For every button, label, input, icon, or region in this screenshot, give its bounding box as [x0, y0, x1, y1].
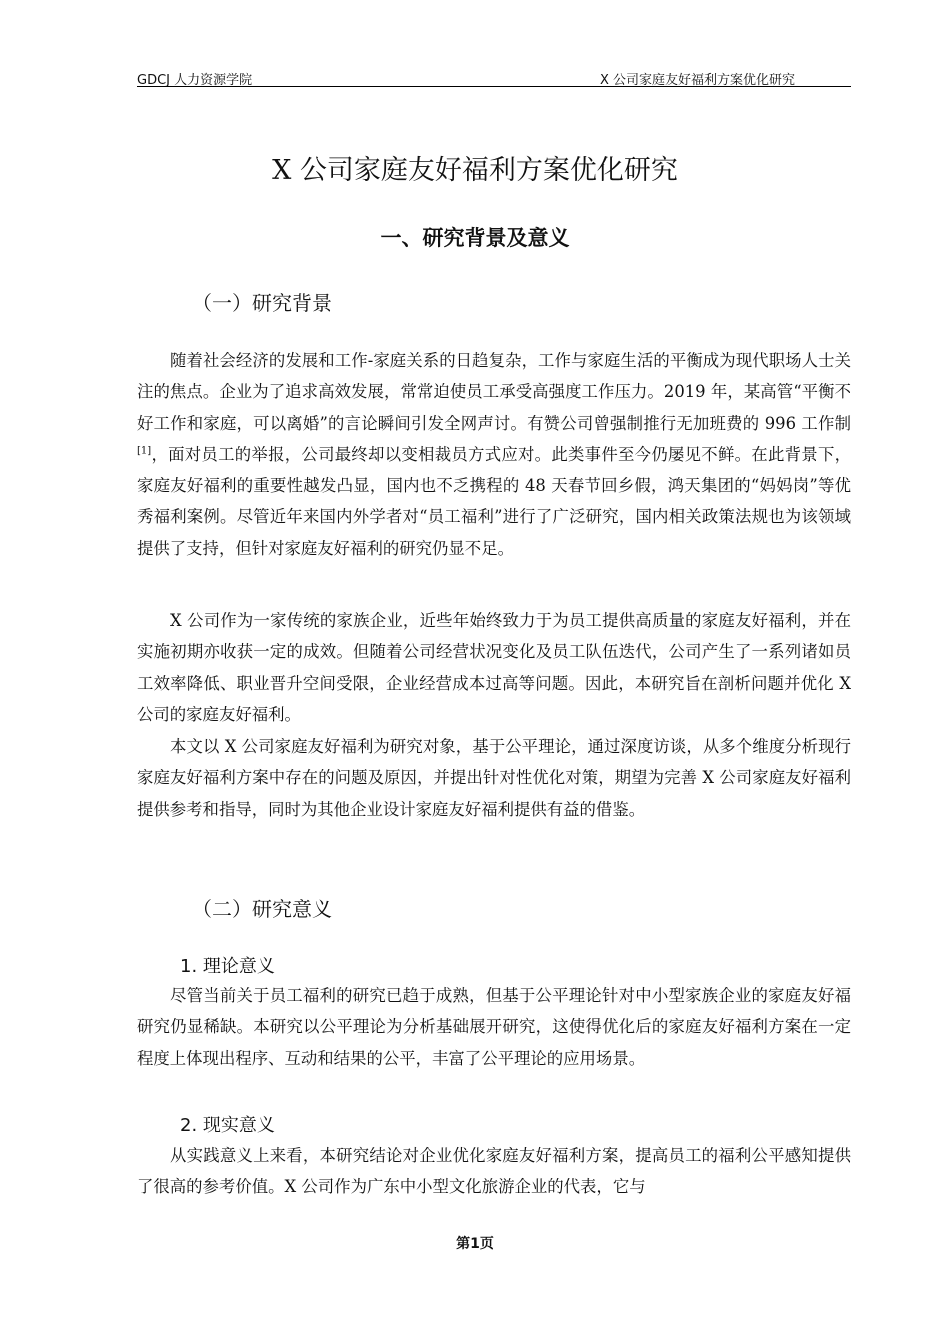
subsection-heading-background: （一）研究背景 [192, 291, 332, 315]
section-heading-background-significance: 一、研究背景及意义 [380, 226, 570, 250]
paragraph-practical-significance: 从实践意义上来看，本研究结论对企业优化家庭友好福利方案，提高员工的福利公平感知提供了很高的参考价值。X 公司作为广东中小型文化旅游企业的代表，它与 [137, 1146, 851, 1197]
paragraph-theoretical-significance: 尽管当前关于员工福利的研究已趋于成熟，但基于公平理论针对中小型家族企业的家庭友好福研究仍显稀缺。本研究以公平理论为分析基础展开研究，这使得优化后的家庭友好福利方案在一定程度上体现出程序、互动和结果的公平，丰富了公平理论的应用场景。 [137, 986, 851, 1068]
page-number: 第1页 [456, 1236, 494, 1252]
paragraph-background-1-text-a: 随着社会经济的发展和工作-家庭关系的日趋复杂，工作与家庭生活的平衡成为现代职场人士关注的焦点。企业为了追求高效发展，常常迫使员工承受高强度工作压力。2019 年，某高管“平衡不好工作和家庭，可以离婚”的言论瞬间引发全网声讨。有赞公司曾强制推行无加班费的 996 工作制 [137, 351, 851, 433]
header-divider [137, 86, 851, 87]
paragraph-background-1-text-b: ，面对员工的举报，公司最终却以变相裁员方式应对。此类事件至今仍屡见不鲜。在此背景下，家庭友好福利的重要性越发凸显，国内也不乏携程的 48 天春节回乡假，鸿天集团的“妈妈岗”等优秀福利案例。尽管近年来国内外学者对“员工福利”进行了广泛研究，国内相关政策法规也为该领域提供了支持，但针对家庭友好福利的研究仍显不足。 [137, 444, 851, 558]
paragraph-background-1 [137, 345, 851, 564]
paragraph-background-2: X 公司作为一家传统的家族企业，近些年始终致力于为员工提供高质量的家庭友好福利，并在实施初期亦收获一定的成效。但随着公司经营状况变化及员工队伍迭代，公司产生了一系列诸如员工效率降低、职业晋升空间受限，企业经营成本过高等问题。因此，本研究旨在剖析问题并优化 X 公司的家庭友好福利。 [137, 611, 851, 724]
paragraph-background-3: 本文以 X 公司家庭友好福利为研究对象，基于公平理论，通过深度访谈，从多个维度分析现行家庭友好福利方案中存在的问题及原因，并提出针对性优化对策，期望为完善 X 公司家庭友好福利提供参考和指导，同时为其他企业设计家庭友好福利提供有益的借鉴。 [137, 737, 851, 819]
citation-marker: [1] [137, 445, 152, 457]
subsection-heading-significance: （二）研究意义 [192, 897, 332, 921]
heading-theoretical-significance: 1. 理论意义 [180, 956, 275, 977]
header-document-title: X 公司家庭友好福利方案优化研究 [599, 73, 795, 88]
header-institution: GDCJ 人力资源学院 [137, 73, 253, 88]
heading-practical-significance: 2. 现实意义 [180, 1115, 275, 1136]
document-title: X 公司家庭友好福利方案优化研究 [272, 155, 678, 186]
